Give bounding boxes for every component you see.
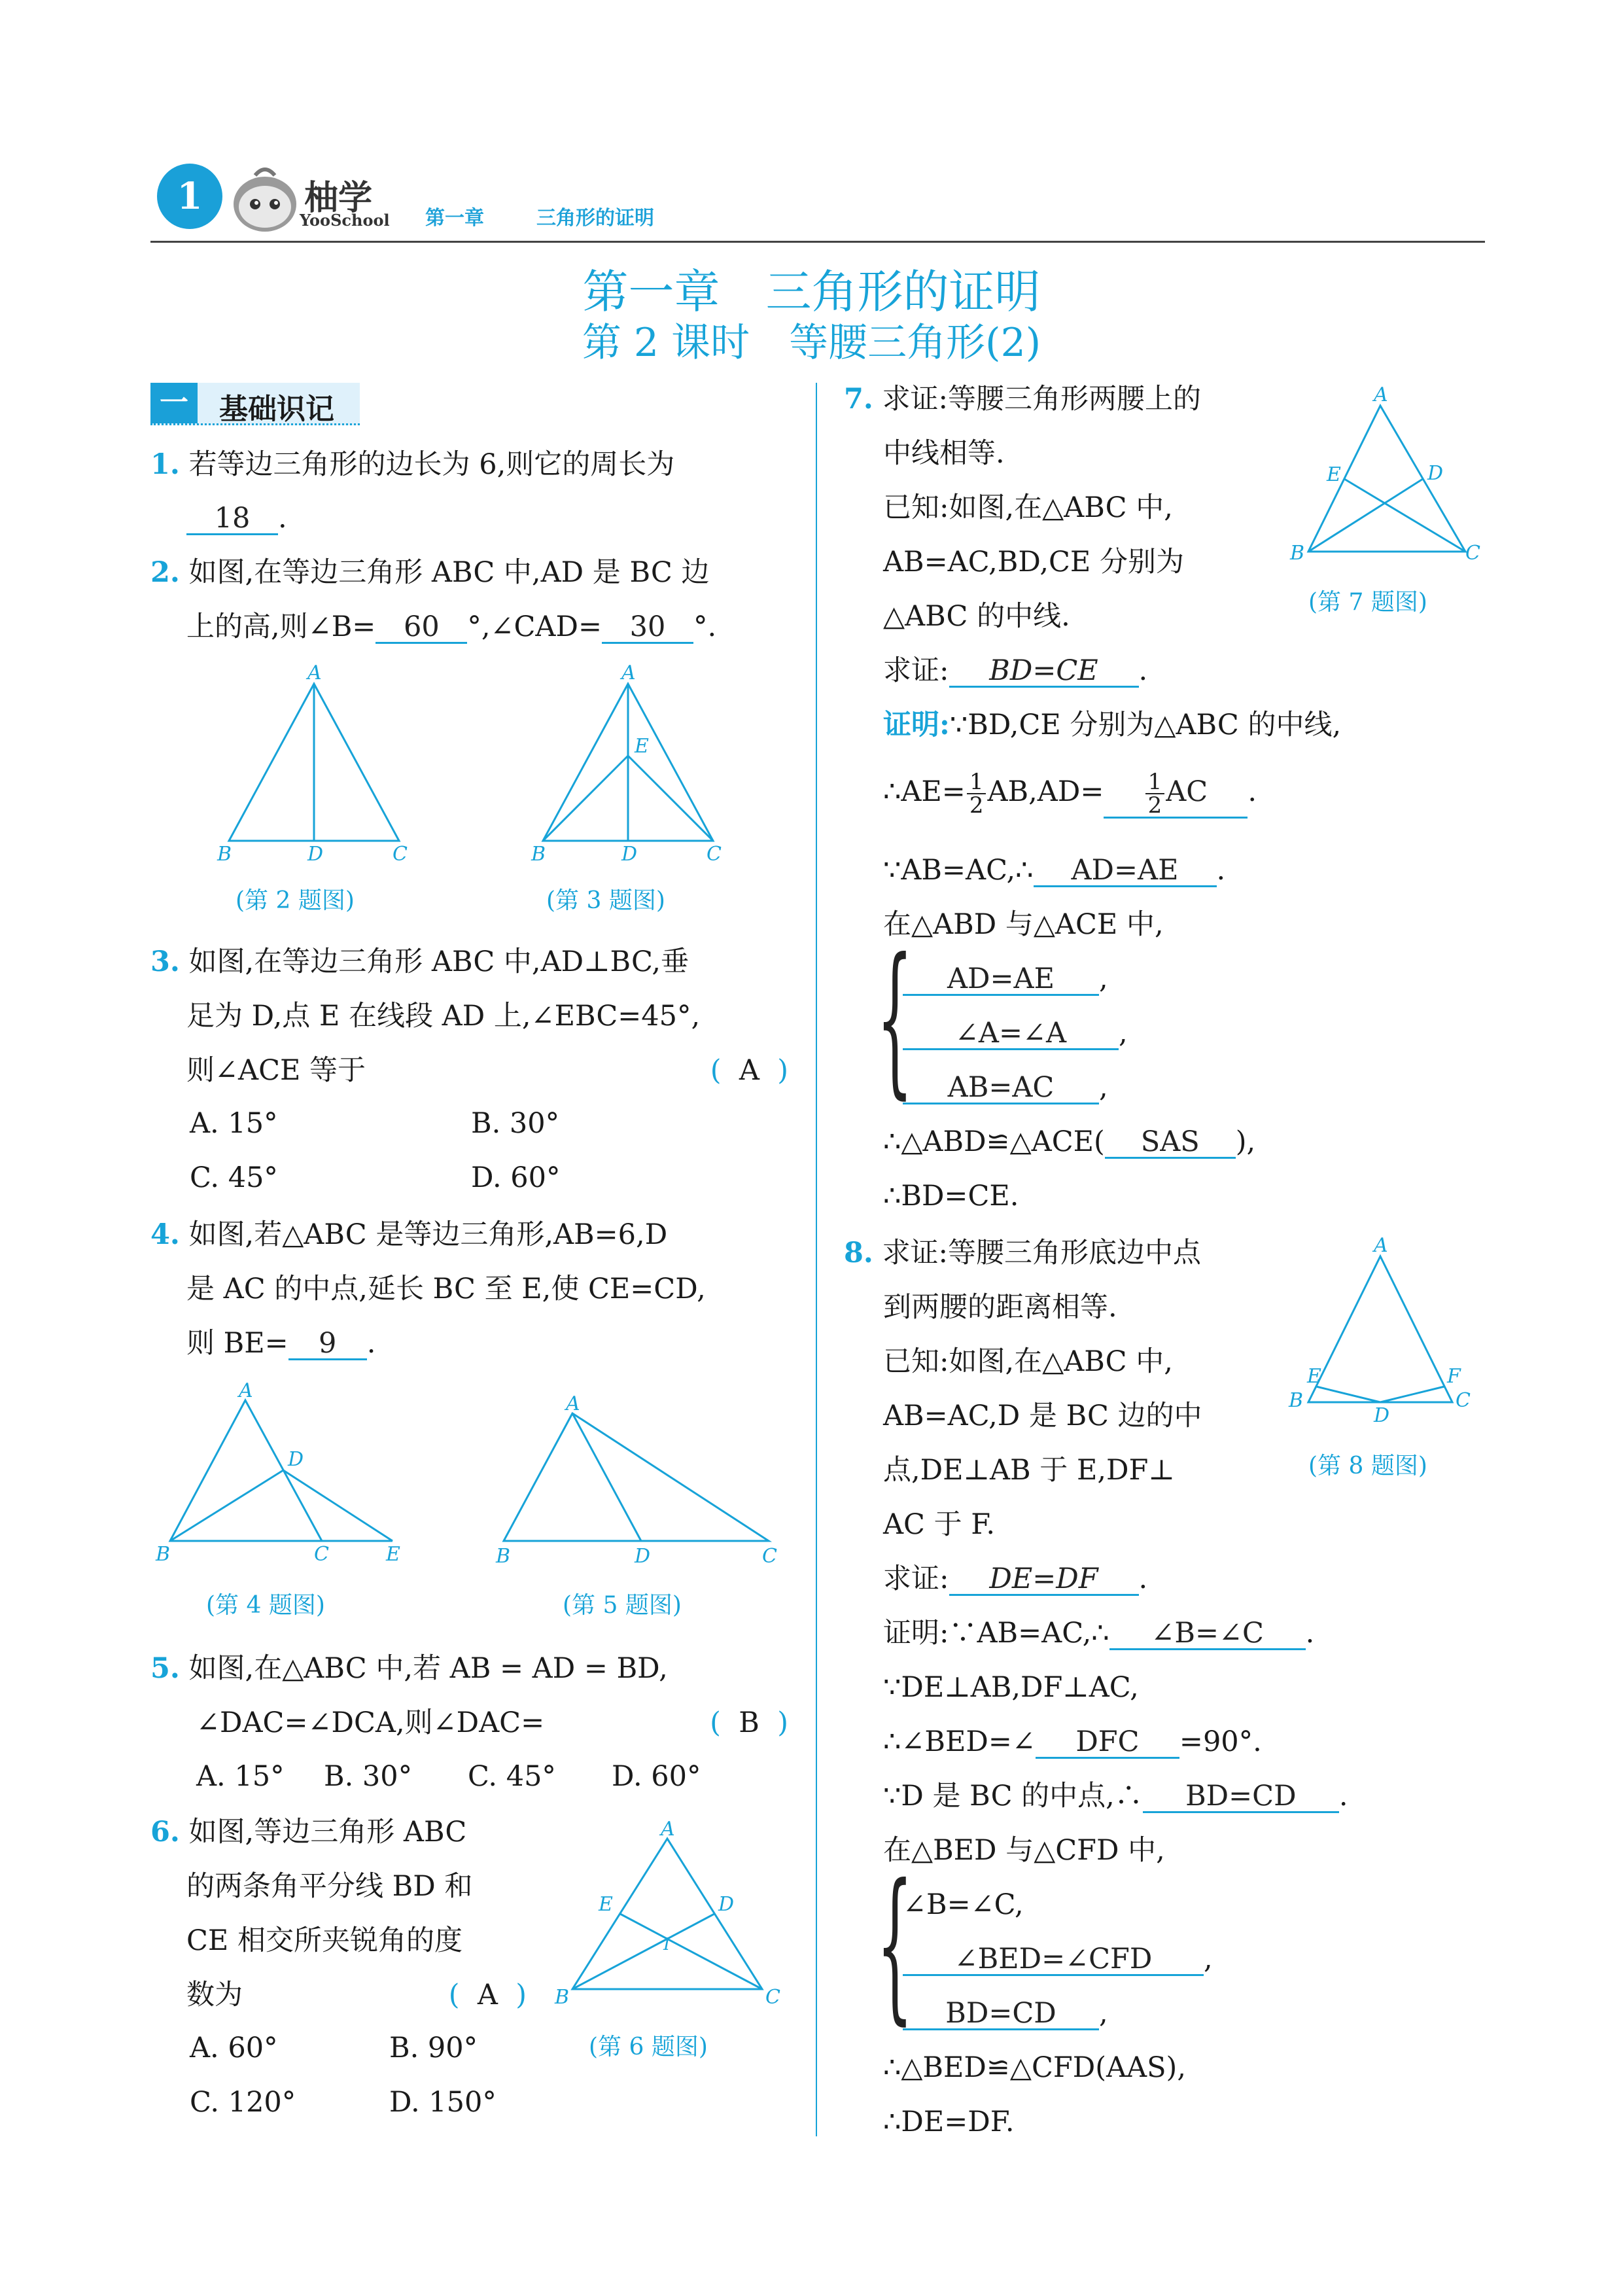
q8-system-3: BD=CD , [903,1994,1108,2033]
q2-mid: °,∠CAD= [467,610,602,643]
q5-line2 [196,1703,788,1742]
running-chapter-title: 三角形的证明 [536,207,654,230]
q5-option-c: C. 45° [468,1760,556,1793]
fig6-label-b: B [555,1986,570,2009]
q8-prove: 求证: DE=DF . [883,1563,1148,1595]
q7-proof-line1 [883,705,1341,745]
q2-pre: 上的高,则∠B= [186,610,376,643]
q8-proof-line1: 证明:∵AB=AC,∴ ∠B=∠C . [883,1617,1315,1650]
brand-name: 柚学 [304,178,373,218]
q7-system-3: AB=AC , [903,1068,1108,1107]
q8-system-2: ∠BED=∠CFD , [903,1939,1213,1979]
q6-text1: 如图,等边三角形 ABC [188,1816,467,1848]
q8-p1-answer: ∠B=∠C [1109,1619,1306,1650]
fig2-caption: (第 2 题图) [236,887,355,914]
q7-proof-line5 [883,1122,1255,1161]
fig8-label-a: A [1374,1234,1388,1257]
q5-answer: B [739,1706,759,1739]
figure-6 [543,1819,792,2015]
fig6-label-i: I [663,1935,671,1954]
q3-answer-bracket: ( A ) [710,1054,788,1087]
q7-line2: 中线相等. [883,437,1005,470]
q5-text1: 如图,在△ABC 中,若 AB = AD = BD, [188,1652,668,1685]
q7-proof-line4: 在△ABD 与△ACE 中, [883,908,1164,941]
q7-proof-label: 证明: [883,709,950,741]
fig2-label-a: A [307,662,322,684]
q6-line3: CE 相交所夹锐角的度 [186,1924,462,1957]
q7-system-1: AD=AE , [903,959,1108,998]
fig5-label-c: C [762,1545,777,1568]
q6-line4 [186,1975,527,2015]
q7-s1: AD=AE [903,964,1099,996]
q7-prove: 求证: BD=CE . [883,654,1148,687]
q4-pre: 则 BE= [186,1327,288,1360]
q3-number: 3. [150,945,180,978]
q6-number: 6. [150,1816,180,1848]
q8-p3-answer: DFC [1036,1727,1179,1759]
q7-prove-answer: BD=CE [949,656,1139,688]
q7-p3-pre: ∵AB=AC,∴ [883,854,1034,887]
q7-system-2: ∠A=∠A , [903,1014,1128,1053]
q7-half-den: 2 [969,792,984,819]
fig6-label-e: E [599,1893,613,1916]
q8-line2: 到两腰的距离相等. [883,1291,1117,1324]
q8-text1: 求证:等腰三角形底边中点 [882,1237,1202,1269]
q7-p2-mid: AB,AD= [987,775,1104,808]
fig8-label-b: B [1289,1389,1304,1412]
fig6-label-d: D [718,1893,735,1916]
chapter-title: 第一章 三角形的证明 [582,265,1041,319]
q2-line1 [150,553,709,592]
fig6-caption: (第 6 题图) [589,2034,708,2060]
q6-option-a: A. 60° [190,2032,278,2064]
fig7-label-b: B [1290,542,1305,565]
fig4-label-c: C [314,1543,329,1566]
page-header [150,157,1485,249]
q8-proof-line4: ∵D 是 BC 的中点,∴ BD=CD . [883,1780,1348,1812]
fig8-caption: (第 8 题图) [1308,1453,1427,1479]
q7-p2-pre: ∴AE= [883,775,966,808]
q5-line1 [150,1649,668,1688]
fig2-label-d: D [307,843,324,866]
q8-proof-line3 [883,1722,1262,1761]
fig7-label-c: C [1465,542,1480,565]
q3-text3: 则∠ACE 等于 [186,1054,366,1087]
q5-option-b: B. 30° [324,1760,413,1793]
q7-line3: 已知:如图,在△ABC 中, [883,491,1173,524]
q8-number: 8. [844,1237,873,1269]
q8-proof-line2: ∵DE⊥AB,DF⊥AC, [883,1671,1139,1704]
fig3-label-d: D [621,843,638,866]
q6-option-d: D. 150° [389,2086,497,2119]
q7-p5-post: ), [1235,1125,1256,1158]
q8-p4-pre: ∵D 是 BC 的中点,∴ [883,1780,1143,1812]
q8-p3-pre: ∴∠BED=∠ [883,1725,1036,1758]
q2-answer2: 30 [602,612,693,644]
q7-p2-answer [1104,771,1248,819]
q7-system-brace: { [877,923,913,1114]
fig8-label-f: F [1447,1365,1461,1388]
q8-line3: 已知:如图,在△ABC 中, [883,1345,1173,1378]
q5-option-a: A. 15° [196,1760,285,1793]
fig8-label-c: C [1456,1389,1471,1412]
q3-option-c: C. 45° [190,1161,278,1194]
q8-p4-answer: BD=CD [1143,1782,1339,1813]
q8-system-1: ∠B=∠C, [903,1888,1024,1921]
figure-4 [150,1381,412,1570]
q8-prove-label: 求证: [883,1563,949,1595]
fig5-label-d: D [635,1545,651,1568]
q5-text2: ∠DAC=∠DCA,则∠DAC= [196,1706,545,1739]
q1-text: 若等边三角形的边长为 6,则它的周长为 [188,448,675,481]
q6-option-c: C. 120° [190,2086,296,2119]
fig4-label-b: B [156,1543,171,1566]
q7-s3: AB=AC [903,1073,1099,1104]
q8-prove-answer: DE=DF [949,1564,1139,1596]
mascot-logo-icon [229,164,301,236]
q8-line5: 点,DE⊥AB 于 E,DF⊥ [883,1454,1175,1487]
q7-p2-ans-text: AC [1166,775,1208,808]
fig4-label-a: A [239,1379,253,1402]
fig2-label-c: C [393,843,408,866]
fig3-label-e: E [635,735,649,758]
fig4-label-e: E [386,1543,400,1566]
q8-proof-line6: ∴△BED≌△CFD(AAS), [883,2051,1186,2084]
section-label: 基础识记 [219,393,334,426]
q6-line1 [150,1812,466,1852]
q3-option-a: A. 15° [190,1107,278,1140]
fig6-label-c: C [765,1986,780,2009]
q8-p1-pre: 证明:∵AB=AC,∴ [883,1617,1109,1650]
q7-half-num: 1 [967,771,986,794]
section-index: 一 [150,383,198,423]
fig5-label-a: A [566,1392,580,1415]
q8-line6: AC 于 F. [883,1508,996,1541]
q2-line2: 上的高,则∠B= 60 °,∠CAD= 30 °. [186,610,717,643]
fig5-caption: (第 5 题图) [563,1592,682,1619]
q3-answer: A [739,1054,759,1087]
fig3-caption: (第 3 题图) [546,887,665,914]
q4-line1 [150,1215,667,1254]
page-number-badge: 1 [157,164,222,229]
q8-s3: BD=CD [903,1999,1099,2030]
q2-answer1: 60 [375,612,467,644]
q3-line3 [186,1051,788,1090]
q5-answer-bracket: ( B ) [710,1706,788,1739]
q7-half-den-2: 2 [1147,792,1162,819]
q6-answer-bracket: ( A ) [448,1979,527,2011]
q7-proof-line3: ∵AB=AC,∴ AD=AE . [883,854,1226,887]
q1-line1 [150,445,674,484]
q7-number: 7. [844,383,873,415]
q4-line3: 则 BE= 9 . [186,1327,376,1360]
fig8-label-d: D [1374,1404,1390,1427]
q4-number: 4. [150,1218,180,1251]
q8-line4: AB=AC,D 是 BC 边的中 [883,1400,1202,1432]
q6-line2: 的两条角平分线 BD 和 [186,1870,473,1903]
q4-text1: 如图,若△ABC 是等边三角形,AB=6,D [188,1218,668,1251]
q8-line1 [844,1233,1201,1273]
q5-option-d: D. 60° [612,1760,701,1793]
fig8-label-e: E [1307,1365,1321,1388]
q6-option-b: B. 90° [389,2032,478,2064]
q7-line5: △ABC 的中线. [883,600,1070,633]
figure-3 [523,661,733,870]
q7-half-num-2: 1 [1145,771,1165,794]
figure-7 [1282,383,1478,573]
fig7-label-e: E [1327,463,1341,486]
q1-answer: 18 [186,504,278,535]
q7-p3-answer: AD=AE [1034,856,1217,887]
figure-8 [1282,1233,1478,1427]
q7-prove-label: 求证: [883,654,949,687]
brand-english: YooSchool [300,211,390,230]
q3-line1 [150,942,689,981]
figure-5 [491,1394,785,1570]
q6-text4: 数为 [186,1979,243,2011]
q4-line2: 是 AC 的中点,延长 BC 至 E,使 CE=CD, [186,1273,706,1305]
q4-answer: 9 [288,1329,367,1360]
header-rule [150,241,1485,243]
fig6-label-a: A [661,1818,675,1841]
q7-half-fraction [967,771,986,817]
q8-p3-post: =90°. [1179,1725,1262,1758]
q3-option-d: D. 60° [471,1161,561,1194]
q3-text1: 如图,在等边三角形 ABC 中,AD⊥BC,垂 [188,945,689,978]
fig3-label-a: A [621,662,636,684]
fig2-label-b: B [217,843,232,866]
q7-p5-answer: SAS [1105,1127,1236,1159]
q7-text1: 求证:等腰三角形两腰上的 [882,383,1202,415]
figure-2 [209,661,419,870]
q3-line2: 足为 D,点 E 在线段 AD 上,∠EBC=45°, [186,1000,701,1033]
fig5-label-b: B [496,1545,511,1568]
column-divider [816,383,817,2136]
q8-system-brace: { [877,1849,913,2040]
fig4-caption: (第 4 题图) [206,1592,325,1619]
lesson-title: 第 2 课时 等腰三角形(2) [582,320,1041,366]
fig3-label-c: C [707,843,722,866]
fig7-caption: (第 7 题图) [1308,589,1427,616]
q5-number: 5. [150,1652,180,1685]
q1-line2: 18 . [186,499,287,538]
fig3-label-b: B [531,843,546,866]
running-chapter: 第一章 [425,207,484,230]
q7-line4: AB=AC,BD,CE 分别为 [883,546,1184,578]
section-header [150,383,360,425]
q7-p5-pre: ∴△ABD≌△ACE( [883,1125,1105,1158]
fig7-label-d: D [1427,462,1444,485]
q2-text: 如图,在等边三角形 ABC 中,AD 是 BC 边 [188,556,710,589]
q6-answer: A [477,1979,498,2011]
q3-option-b: B. 30° [471,1107,560,1140]
q8-s2: ∠BED=∠CFD [903,1945,1204,1976]
q1-number: 1. [150,448,180,481]
q7-proof-text1: ∵BD,CE 分别为△ABC 的中线, [949,709,1342,741]
q7-proof-line6: ∴BD=CE. [883,1180,1019,1212]
q7-s2: ∠A=∠A [903,1019,1119,1050]
fig4-label-d: D [288,1448,304,1471]
q7-proof-line2: ∴AE= $\frac{1}{2}$ AB,AD= $\frac{1}{2}$ AC . [883,769,1257,819]
q7-line1 [844,380,1201,419]
q8-proof-line7: ∴DE=DF. [883,2106,1015,2138]
q2-number: 2. [150,556,180,589]
q8-proof-line5: 在△BED 与△CFD 中, [883,1834,1165,1867]
fig7-label-a: A [1374,383,1388,406]
